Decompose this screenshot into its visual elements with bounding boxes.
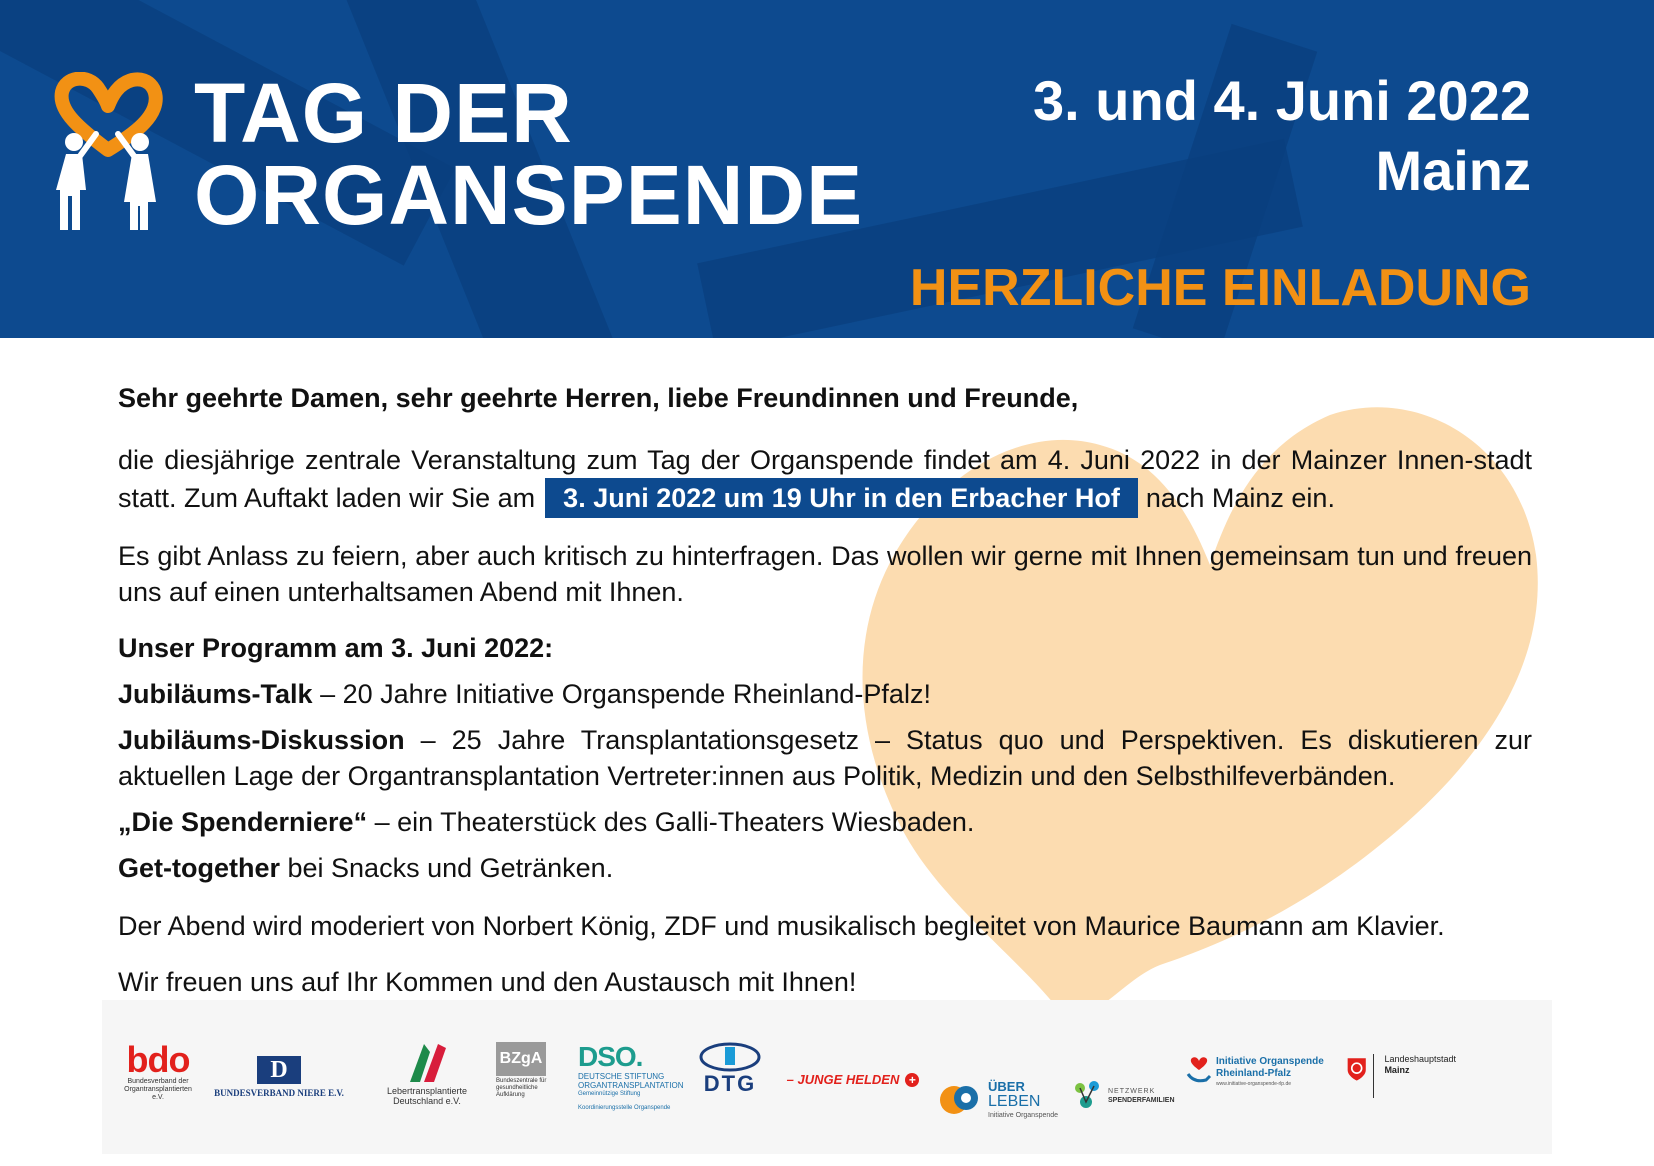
ueberleben-mark-2: LEBEN (988, 1093, 1041, 1110)
logo-initiative-organspende-rlp (1186, 1056, 1336, 1136)
program-item (118, 676, 1532, 712)
event-highlight: 3. Juni 2022 um 19 Uhr in den Erbacher Hof (545, 478, 1138, 518)
logo-netzwerk-spenderfamilien (1072, 1056, 1176, 1136)
invitation-heading: HERZLICHE EINLADUNG (909, 259, 1531, 317)
partner-logo-strip (102, 1000, 1552, 1154)
junge-helden-row (787, 1072, 920, 1087)
netzwerk-mark-2: SPENDERFAMILIEN (1108, 1097, 1175, 1104)
closing-line: Wir freuen uns auf Ihr Kommen und den Austausch mit Ihnen! (118, 967, 857, 997)
dso-name: DEUTSCHE STIFTUNG ORGANTRANSPLANTATION (578, 1072, 684, 1090)
reason-paragraph: Es gibt Anlass zu feiern, aber auch kritisch zu hinterfragen. Das wollen wir gerne mit Ihnen gemeinsam tun und freuen uns auf einen unterhaltsamen Abend mit Ihnen. (118, 541, 1532, 607)
netzwerk-icon (1072, 1078, 1104, 1114)
program-item-text: – ein Theaterstück des Galli-Theaters Wiesbaden. (367, 807, 975, 837)
ueberleben-text (988, 1080, 1058, 1120)
moderation-paragraph: Der Abend wird moderiert von Norbert König, ZDF und musikalisch begleitet von Maurice Baumann am Klavier. (118, 911, 1445, 941)
netzwerk-text (1108, 1087, 1175, 1105)
ueberleben-subtitle: Initiative Organspende (988, 1112, 1059, 1119)
logo-ueberleben (938, 1060, 1062, 1140)
dso-tagline: Gemeinnützige Stiftung (578, 1091, 641, 1097)
ueberleben-mark-1: ÜBER (988, 1079, 1025, 1094)
initiative-mark-2: Rheinland-Pfalz (1216, 1068, 1292, 1079)
hands-heart-icon (1186, 1056, 1212, 1088)
junge-helden-mark: – JUNGE HELDEN (786, 1072, 900, 1087)
initiative-url: www.initiative-organspende-rlp.de (1216, 1081, 1292, 1087)
event-date: 3. und 4. Juni 2022 (1033, 69, 1531, 132)
leber-name-1: Lebertransplantierte (386, 1086, 468, 1096)
dso-coordination: Koordinierungsstelle Organspende (578, 1105, 671, 1111)
intro-paragraph (118, 442, 1532, 518)
program-item (118, 804, 1532, 840)
logo-junge-helden (778, 1072, 928, 1152)
initiative-text (1216, 1056, 1324, 1088)
program-item-title: Jubiläums-Talk (118, 679, 313, 709)
program-item-text: bei Snacks und Getränken. (280, 853, 614, 883)
program-item-title: „Die Spenderniere“ (118, 807, 368, 837)
header-banner (0, 0, 1654, 338)
mainz-coat-of-arms-icon (1346, 1054, 1367, 1084)
niere-name: BUNDESVERBAND NIERE E.V. (214, 1088, 344, 1098)
logo-landeshauptstadt-mainz (1346, 1054, 1456, 1134)
logo-dtg (698, 1042, 762, 1122)
netzwerk-mark-1: NETZWERK (1108, 1088, 1156, 1095)
intro-text-end: nach Mainz ein. (1145, 483, 1335, 513)
bzga-mark: BZgA (496, 1042, 546, 1076)
program-item-title: Jubiläums-Diskussion (118, 725, 405, 755)
plus-icon: + (905, 1073, 919, 1087)
initiative-mark-1: Initiative Organspende (1216, 1056, 1324, 1067)
bzga-name: Bundeszentrale für gesundheitliche Aufklärung (496, 1078, 547, 1098)
intro-text: die diesjährige zentrale Veranstaltung zum Tag der Organspende findet am 4. Juni 2022 in der Mainzer Innen-stadt statt. Zum Auftakt laden wir Sie am (118, 445, 1532, 513)
mainz-mark-2: Mainz (1384, 1065, 1410, 1075)
program-item-text: – 25 Jahre Transplantationsgesetz – Status quo und Perspektiven. Es diskutieren zur aktuellen Lage der Organtransplantation Vertreter:innen aus Politik, Medizin und den Selbsthilfeverbänden. (118, 725, 1532, 791)
leber-name-2: Deutschland e.V. (393, 1096, 461, 1106)
program-item-title: Get-together (118, 853, 280, 883)
mainz-text (1384, 1054, 1456, 1076)
mainz-mark-1: Landeshauptstadt (1384, 1054, 1456, 1064)
letter-body (118, 380, 1532, 1000)
dso-mark: DSO. (578, 1041, 643, 1072)
bdo-mark: bdo (126, 1039, 190, 1080)
bdo-subtitle: Bundesverband der Organtransplantierten e.V. (124, 1078, 192, 1101)
event-place: Mainz (1375, 139, 1531, 202)
logo-bzga (496, 1042, 552, 1122)
program-title: Unser Programm am 3. Juni 2022: (118, 633, 554, 663)
ueberleben-icon (938, 1080, 982, 1120)
niere-mark: D (257, 1056, 301, 1084)
heart-people-logo-icon (52, 72, 164, 234)
event-title (194, 66, 864, 242)
mainz-divider (1373, 1054, 1374, 1098)
event-title-line2: ORGANSPENDE (194, 148, 864, 242)
logo-bundesverband-niere (214, 1056, 344, 1136)
program-item-text: – 20 Jahre Initiative Organspende Rheinland-Pfalz! (312, 679, 931, 709)
logo-lebertransplantierte (384, 1042, 470, 1122)
event-title-line1: TAG DER (194, 66, 573, 160)
dtg-mark: DTG (703, 1071, 757, 1096)
dtg-icon (699, 1042, 761, 1072)
leber-icon (402, 1042, 452, 1086)
program-item (118, 850, 1532, 886)
program-item (118, 722, 1532, 794)
logo-bdo (118, 1039, 198, 1122)
logo-dso (578, 1042, 686, 1122)
greeting: Sehr geehrte Damen, sehr geehrte Herren, liebe Freundinnen und Freunde, (118, 383, 1079, 413)
